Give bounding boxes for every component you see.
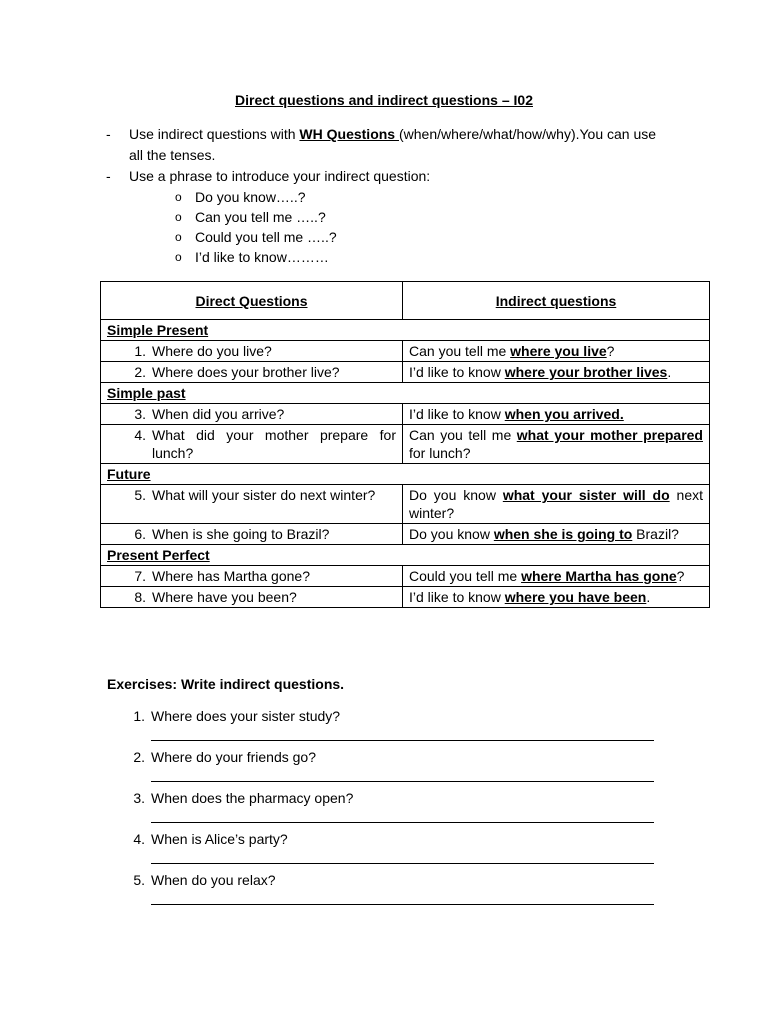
table-row: 8. Where have you been? I’d like to know where you have been. <box>101 587 710 608</box>
bullet-dash: - <box>106 126 111 142</box>
table-row: 7. Where has Martha gone? Could you tell me where Martha has gone? <box>101 566 710 587</box>
bullet-wh-questions: - Use indirect questions with WH Questions (when/where/what/how/why).You can use all the tenses. <box>106 124 666 166</box>
answer-line[interactable] <box>151 847 654 864</box>
table-row: 3. When did you arrive? I’d like to know when you arrived. <box>101 404 710 425</box>
circle-bullet-icon: o <box>175 210 182 224</box>
phrase-item: o Can you tell me …..? <box>175 209 326 225</box>
table-row: 1. Where do you live? Can you tell me where you live? <box>101 341 710 362</box>
exercise-item: 1. Where does your sister study? <box>107 708 667 741</box>
phrase-item: o I’d like to know……… <box>175 249 329 265</box>
circle-bullet-icon: o <box>175 230 182 244</box>
table-row: 5. What will your sister do next winter? Do you know what your sister will do next winter? <box>101 485 710 524</box>
answer-line[interactable] <box>151 888 654 905</box>
table-header-row <box>101 282 710 320</box>
circle-bullet-icon: o <box>175 190 182 204</box>
phrase-list <box>175 187 666 267</box>
exercise-item: 3. When does the pharmacy open? <box>107 790 667 823</box>
header-indirect: Indirect questions <box>495 292 617 309</box>
exercise-item: 5. When do you relax? <box>107 872 667 905</box>
header-direct: Direct Questions <box>195 292 308 309</box>
answer-line[interactable] <box>151 724 654 741</box>
table-row: 2. Where does your brother live? I’d like to know where your brother lives. <box>101 362 710 383</box>
exercises-title: Exercises: Write indirect questions. <box>107 676 345 692</box>
section-simple-past: Simple past <box>101 383 710 404</box>
bullet-phrase: - Use a phrase to introduce your indirect question: <box>106 166 666 187</box>
section-present-perfect: Present Perfect <box>101 545 710 566</box>
table-row: 6. When is she going to Brazil? Do you know when she is going to Brazil? <box>101 524 710 545</box>
answer-line[interactable] <box>151 806 654 823</box>
questions-table <box>100 281 710 608</box>
section-simple-present: Simple Present <box>101 320 710 341</box>
phrase-item: o Do you know…..? <box>175 189 306 205</box>
circle-bullet-icon: o <box>175 250 182 264</box>
page-title: Direct questions and indirect questions – I02 <box>235 92 533 108</box>
answer-line[interactable] <box>151 765 654 782</box>
exercise-item: 2. Where do your friends go? <box>107 749 667 782</box>
bullet-dash: - <box>106 168 111 184</box>
intro-bullets <box>106 124 666 267</box>
table-row: 4. What did your mother prepare for lunch? Can you tell me what your mother prepared for lunch? <box>101 425 710 464</box>
exercise-item: 4. When is Alice’s party? <box>107 831 667 864</box>
phrase-item: o Could you tell me …..? <box>175 229 337 245</box>
section-future: Future <box>101 464 710 485</box>
